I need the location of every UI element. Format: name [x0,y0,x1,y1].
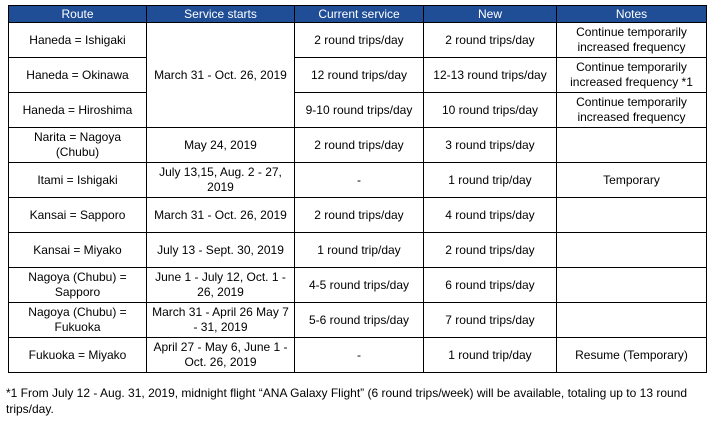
cell-route: Kansai = Miyako [9,233,147,268]
cell-route: Haneda = Okinawa [9,58,147,93]
cell-route: Kansai = Sapporo [9,198,147,233]
table-row [9,303,707,338]
cell-current-service: 5-6 round trips/day [295,303,424,338]
table-row [9,93,707,128]
cell-current-service: - [295,163,424,198]
cell-notes: Temporary [557,163,707,198]
cell-new: 2 round trips/day [424,233,557,268]
table-row [9,23,707,58]
cell-service-starts: March 31 - Oct. 26, 2019 [147,198,295,233]
route-table [8,5,707,373]
cell-service-starts: May 24, 2019 [147,128,295,163]
cell-new: 10 round trips/day [424,93,557,128]
table-row [9,338,707,373]
cell-service-starts: April 27 - May 6, June 1 - Oct. 26, 2019 [147,338,295,373]
cell-new: 12-13 round trips/day [424,58,557,93]
cell-new: 2 round trips/day [424,23,557,58]
table-row [9,58,707,93]
cell-route: Haneda = Hiroshima [9,93,147,128]
cell-new: 6 round trips/day [424,268,557,303]
header-current-service: Current service [295,6,424,23]
cell-current-service: 1 round trip/day [295,233,424,268]
cell-current-service: 9-10 round trips/day [295,93,424,128]
cell-route: Haneda = Ishigaki [9,23,147,58]
table-row [9,128,707,163]
cell-notes [557,233,707,268]
cell-current-service: 4-5 round trips/day [295,268,424,303]
cell-route: Itami = Ishigaki [9,163,147,198]
cell-current-service: - [295,338,424,373]
cell-new: 3 round trips/day [424,128,557,163]
cell-service-starts: July 13,15, Aug. 2 - 27, 2019 [147,163,295,198]
cell-new: 1 round trip/day [424,338,557,373]
cell-new: 4 round trips/day [424,198,557,233]
cell-current-service: 2 round trips/day [295,128,424,163]
cell-notes: Continue temporarily increased frequency [557,93,707,128]
cell-notes: Continue temporarily increased frequency [557,23,707,58]
cell-notes: Continue temporarily increased frequency *1 [557,58,707,93]
header-new: New [424,6,557,23]
table-row [9,198,707,233]
cell-notes [557,198,707,233]
cell-service-starts: March 31 - April 26 May 7 - 31, 2019 [147,303,295,338]
cell-new: 1 round trip/day [424,163,557,198]
header-notes: Notes [557,6,707,23]
cell-current-service: 2 round trips/day [295,198,424,233]
table-row [9,163,707,198]
table-row [9,268,707,303]
cell-notes [557,268,707,303]
table-header-row [9,6,707,23]
cell-service-starts: June 1 - July 12, Oct. 1 - 26, 2019 [147,268,295,303]
cell-current-service: 2 round trips/day [295,23,424,58]
header-route: Route [9,6,147,23]
cell-route: Fukuoka = Miyako [9,338,147,373]
cell-new: 7 round trips/day [424,303,557,338]
table-row [9,233,707,268]
header-service-starts: Service starts [147,6,295,23]
cell-route: Nagoya (Chubu) = Sapporo [9,268,147,303]
cell-notes [557,303,707,338]
cell-route: Narita = Nagoya (Chubu) [9,128,147,163]
footnote: *1 From July 12 - Aug. 31, 2019, midnight flight “ANA Galaxy Flight” (6 round trips/week) will be available, totaling up to 13 round trips/day. [6,386,688,416]
cell-route: Nagoya (Chubu) = Fukuoka [9,303,147,338]
cell-service-starts: March 31 - Oct. 26, 2019 [147,23,295,128]
cell-notes [557,128,707,163]
cell-service-starts: July 13 - Sept. 30, 2019 [147,233,295,268]
cell-notes: Resume (Temporary) [557,338,707,373]
cell-current-service: 12 round trips/day [295,58,424,93]
